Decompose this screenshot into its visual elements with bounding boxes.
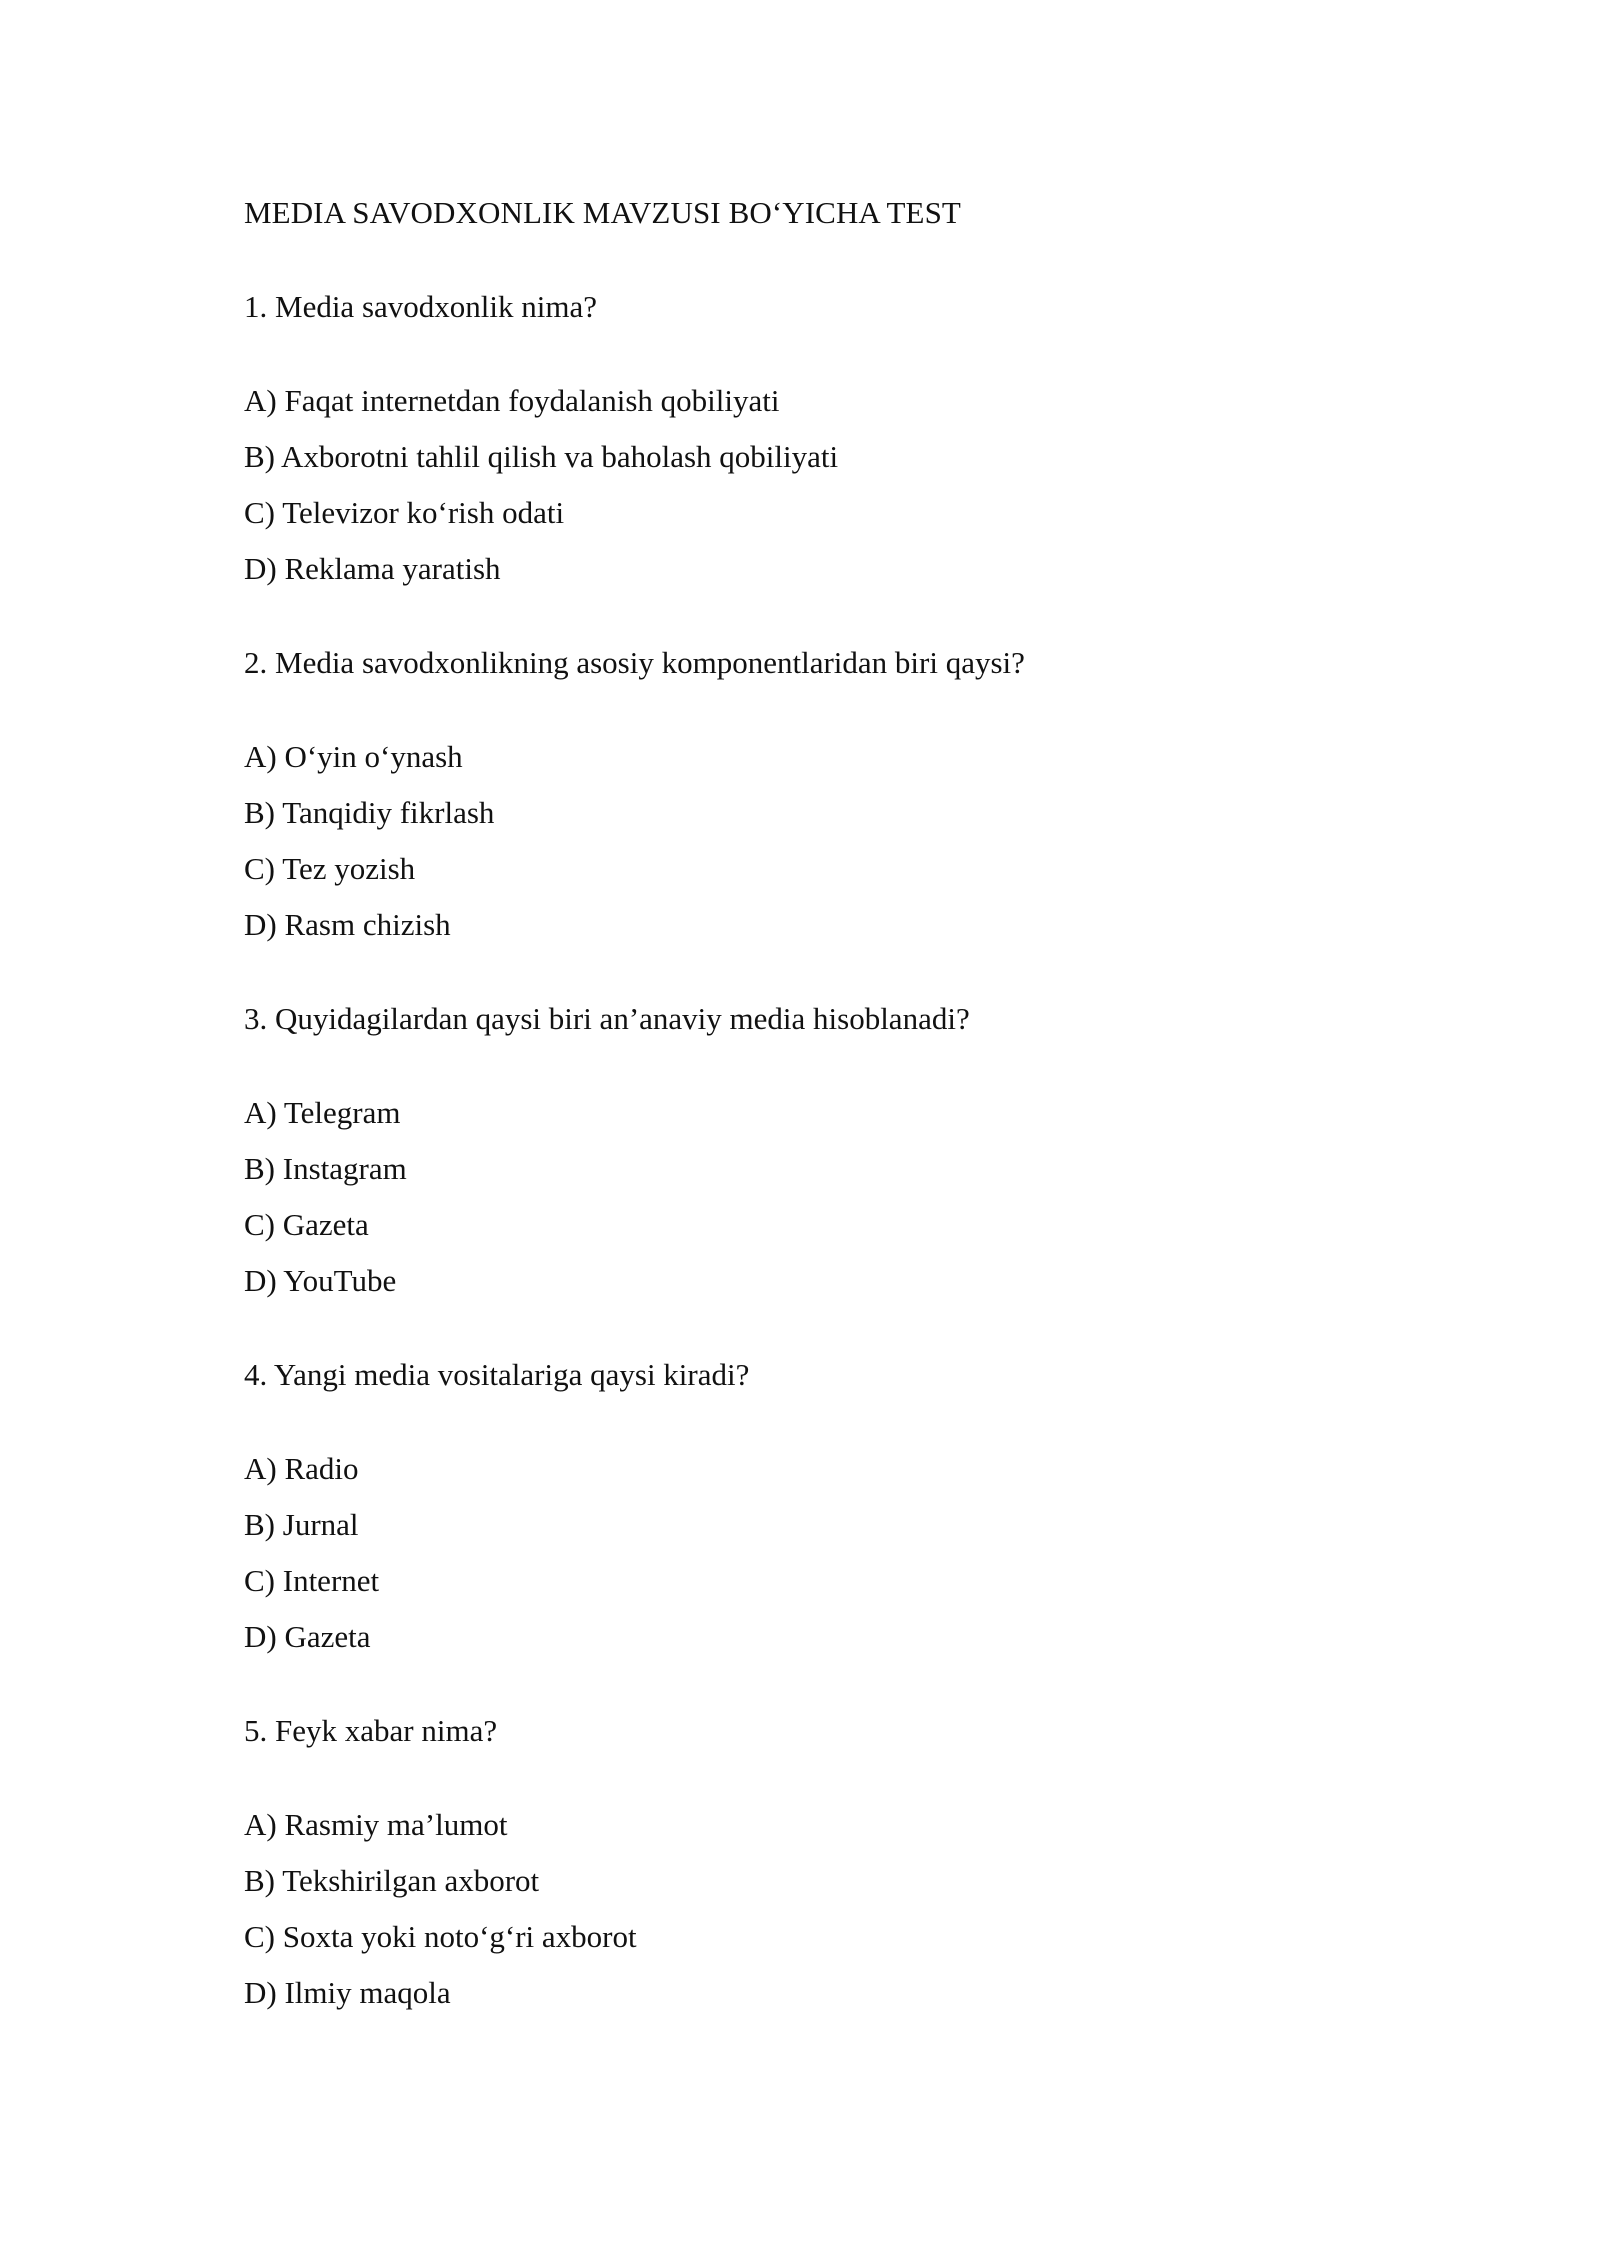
question-3-text: 3. Quyidagilardan qaysi biri an’anaviy media hisoblanadi?	[244, 1001, 970, 1036]
document-content	[244, 193, 1424, 2013]
question-5-option-d: D) Ilmiy maqola	[244, 1975, 451, 2010]
question-3-option-d: D) YouTube	[244, 1263, 397, 1298]
question-1-option-d: D) Reklama yaratish	[244, 551, 501, 586]
question-4-option-c: C) Internet	[244, 1563, 380, 1598]
question-2-option-b: B) Tanqidiy fikrlash	[244, 795, 495, 830]
question-1-option-c: C) Televizor ko‘rish odati	[244, 495, 565, 530]
document-title: MEDIA SAVODXONLIK MAVZUSI BO‘YICHA TEST	[244, 195, 961, 230]
question-block-2	[244, 643, 1424, 945]
question-block-4	[244, 1355, 1424, 1657]
question-5-option-a: A) Rasmiy ma’lumot	[244, 1807, 508, 1842]
question-2-text: 2. Media savodxonlikning asosiy komponentlaridan biri qaysi?	[244, 645, 1025, 680]
question-2-option-c: C) Tez yozish	[244, 851, 416, 886]
question-1-options	[244, 381, 1424, 589]
question-5-text: 5. Feyk xabar nima?	[244, 1713, 498, 1748]
question-block-3	[244, 999, 1424, 1301]
question-3-options	[244, 1093, 1424, 1301]
question-5-option-b: B) Tekshirilgan axborot	[244, 1863, 540, 1898]
question-4-option-d: D) Gazeta	[244, 1619, 371, 1654]
question-5-option-c: C) Soxta yoki noto‘g‘ri axborot	[244, 1919, 637, 1954]
question-3-option-b: B) Instagram	[244, 1151, 407, 1186]
question-block-5	[244, 1711, 1424, 2013]
question-5-options	[244, 1805, 1424, 2013]
question-3-option-a: A) Telegram	[244, 1095, 401, 1130]
question-block-1	[244, 287, 1424, 589]
question-1-text: 1. Media savodxonlik nima?	[244, 289, 597, 324]
question-4-text: 4. Yangi media vositalariga qaysi kiradi?	[244, 1357, 750, 1392]
question-4-options	[244, 1449, 1424, 1657]
question-2-option-d: D) Rasm chizish	[244, 907, 451, 942]
question-4-option-b: B) Jurnal	[244, 1507, 359, 1542]
question-2-option-a: A) O‘yin o‘ynash	[244, 739, 463, 774]
question-1-option-a: A) Faqat internetdan foydalanish qobiliyati	[244, 383, 780, 418]
question-2-options	[244, 737, 1424, 945]
question-3-option-c: C) Gazeta	[244, 1207, 369, 1242]
question-1-option-b: B) Axborotni tahlil qilish va baholash qobiliyati	[244, 439, 839, 474]
question-4-option-a: A) Radio	[244, 1451, 359, 1486]
